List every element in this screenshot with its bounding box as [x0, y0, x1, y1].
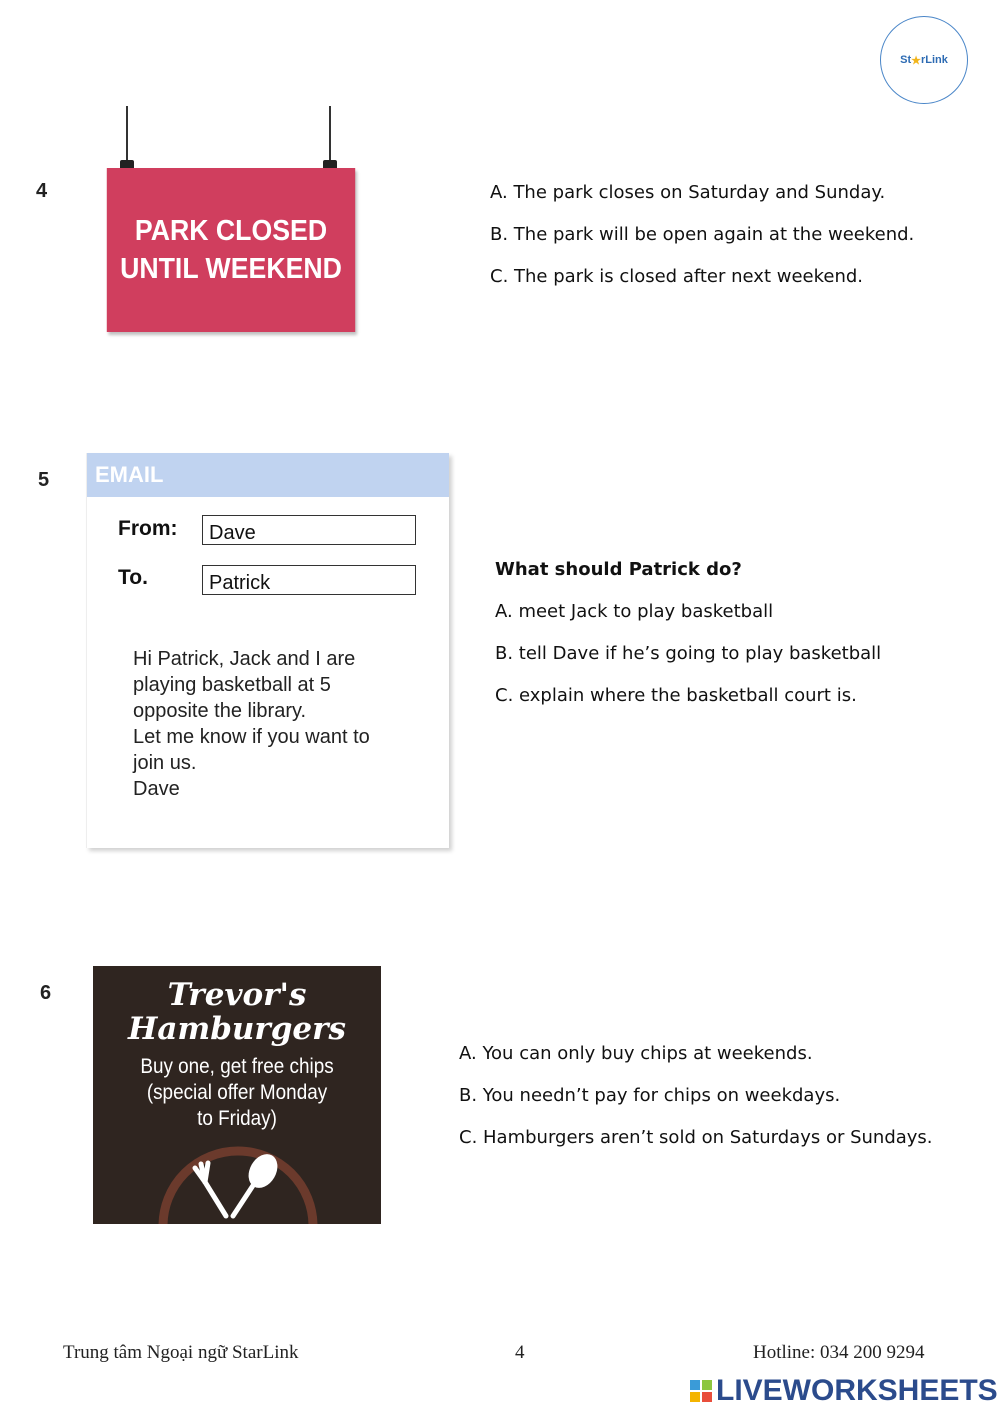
- from-field: Dave: [202, 515, 416, 545]
- hamburger-ad: [93, 966, 381, 1224]
- question-6-options: [459, 1033, 933, 1159]
- to-field: Patrick: [202, 565, 416, 595]
- ad-offer: Buy one, get free chips (special offer Monday to Friday): [140, 1055, 334, 1130]
- option-a[interactable]: A. You can only buy chips at weekends.: [459, 1043, 813, 1064]
- email-body: Hi Patrick, Jack and I are playing basketball at 5 opposite the library. Let me know if you want to join us. Dave: [133, 648, 370, 800]
- question-number-4: 4: [36, 180, 48, 202]
- email-card: [86, 453, 449, 848]
- footer-hotline: Hotline: 034 200 9294: [753, 1342, 925, 1363]
- option-c[interactable]: C. explain where the basketball court is.: [495, 685, 857, 706]
- email-header: EMAIL: [87, 453, 449, 497]
- question-4-options: [490, 172, 914, 298]
- option-c[interactable]: C. Hamburgers aren’t sold on Saturdays or Sundays.: [459, 1127, 933, 1148]
- question-number-6: 6: [40, 982, 52, 1004]
- starlink-logo: St ★ rLink: [880, 16, 968, 104]
- option-a[interactable]: A. meet Jack to play basketball: [495, 601, 774, 622]
- park-closed-sign: [107, 168, 355, 332]
- option-c[interactable]: C. The park is closed after next weekend.: [490, 266, 864, 287]
- liveworksheets-logo: LIVEWORKSHEETS: [690, 1374, 998, 1408]
- option-b[interactable]: B. You needn’t pay for chips on weekdays.: [459, 1085, 841, 1106]
- liveworksheets-mark-icon: [690, 1380, 712, 1402]
- option-b[interactable]: B. tell Dave if he’s going to play basketball: [495, 643, 882, 664]
- ad-title: Trevor's Hamburgers: [128, 977, 346, 1047]
- option-a[interactable]: A. The park closes on Saturday and Sunday.: [490, 182, 886, 203]
- question-5-options: [495, 549, 881, 717]
- sign-wire-left: [126, 106, 128, 166]
- sign-line: PARK CLOSED: [134, 215, 328, 247]
- sign-line: UNTIL WEEKEND: [120, 253, 342, 285]
- from-label: From:: [118, 517, 178, 540]
- footer-center-name: Trung tâm Ngoại ngữ StarLink: [63, 1342, 299, 1363]
- page-number: 4: [515, 1342, 525, 1363]
- option-b[interactable]: B. The park will be open again at the weekend.: [490, 224, 915, 245]
- to-label: To.: [118, 566, 148, 589]
- question-number-5: 5: [38, 469, 50, 491]
- sign-wire-right: [329, 106, 331, 166]
- question-5-prompt: What should Patrick do?: [495, 559, 742, 580]
- fork-spoon-icon: [93, 1116, 381, 1224]
